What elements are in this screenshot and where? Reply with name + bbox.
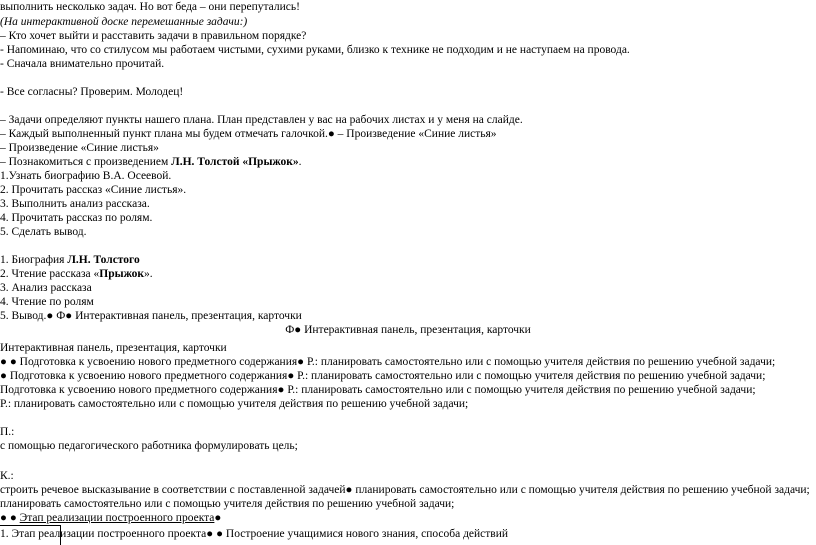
text-line: 4. Прочитать рассказ по ролям. <box>0 212 153 224</box>
text-line <box>0 512 221 525</box>
table-border <box>60 525 61 545</box>
text-line: 3. Анализ рассказа <box>0 282 92 294</box>
text-run-underlined: Этап реализации построенного проекта <box>19 512 215 524</box>
text-line: строить речевое высказывание в соответствии с поставленной задачей● планировать самостоятельно или с помощью учителя действия по решению учебной задачи; <box>0 484 810 496</box>
text-line: - Сначала внимательно прочитай. <box>0 58 165 70</box>
text-line: П.: <box>0 426 15 438</box>
text-line: – Задачи определяют пункты нашего плана. План представлен у вас на рабочих листах и у меня на слайде. <box>0 114 523 126</box>
text-run: – Познакомиться с произведением <box>0 156 172 168</box>
text-line: 3. Выполнить анализ рассказа. <box>0 198 150 210</box>
text-line: планировать самостоятельно или с помощью учителя действия по решению учебной задачи; <box>0 498 455 510</box>
text-run-bold: Прыжок <box>99 268 144 280</box>
text-line: 1.Узнать биографию В.А. Осеевой. <box>0 170 172 182</box>
text-run: ● <box>214 512 222 524</box>
text-line: – Каждый выполненный пункт плана мы будем отмечать галочкой.● – Произведение «Синие листья» <box>0 128 497 140</box>
table-rule <box>0 525 60 526</box>
text-line: К.: <box>0 470 14 482</box>
text-run: . <box>298 156 302 168</box>
text-line: 5. Вывод.● Ф● Интерактивная панель, презентация, карточки <box>0 310 302 322</box>
text-line: 1. Этап реализации построенного проекта● ● Построение учащимися нового знания, способа действий <box>0 528 509 540</box>
text-line: - Все согласны? Проверим. Молодец! <box>0 86 184 98</box>
text-line-centered: Ф● Интерактивная панель, презентация, карточки <box>285 324 531 336</box>
text-run: 1. Биография <box>0 254 68 266</box>
text-line: – Кто хочет выйти и расставить задачи в правильном порядке? <box>0 30 307 42</box>
text-run: 2. Чтение рассказа « <box>0 268 100 280</box>
text-line: 5. Сделать вывод. <box>0 226 87 238</box>
text-line: 2. Прочитать рассказ «Синие листья». <box>0 184 187 196</box>
text-line: выполнить несколько задач. Но вот беда – они перепутались! <box>0 1 300 13</box>
text-line-italic: (На интерактивной доске перемешанные задачи:) <box>0 16 248 28</box>
text-line: Р.: планировать самостоятельно или с помощью учителя действия по решению учебной задачи; <box>0 398 469 410</box>
text-line: – Произведение «Синие листья» <box>0 142 159 154</box>
text-run-bold: Л.Н. Толстого <box>67 254 140 266</box>
text-run: ». <box>144 268 153 280</box>
text-line: Подготовка к усвоению нового предметного содержания● Р.: планировать самостоятельно или с помощью учителя действия по решению учебной задачи; <box>0 384 756 396</box>
text-line: с помощью педагогического работника формулировать цель; <box>0 440 298 452</box>
text-line: - Напоминаю, что со стилусом мы работаем чистыми, сухими руками, близко к технике не подходим и не наступаем на провода. <box>0 44 630 56</box>
text-line: ● ● Подготовка к усвоению нового предметного содержания● Р.: планировать самостоятельно или с помощью учителя действия по решению учебной задачи; <box>0 356 776 368</box>
text-line <box>0 254 140 267</box>
text-line <box>0 268 153 281</box>
text-line: 4. Чтение по ролям <box>0 296 94 308</box>
text-line: ● Подготовка к усвоению нового предметного содержания● Р.: планировать самостоятельно или с помощью учителя действия по решению учебной задачи; <box>0 370 766 382</box>
text-run-bold: Л.Н. Толстой «Прыжок» <box>171 156 299 168</box>
text-line <box>0 156 301 169</box>
text-line: Интерактивная панель, презентация, карточки <box>0 342 227 354</box>
text-run: ● ● <box>0 512 20 524</box>
